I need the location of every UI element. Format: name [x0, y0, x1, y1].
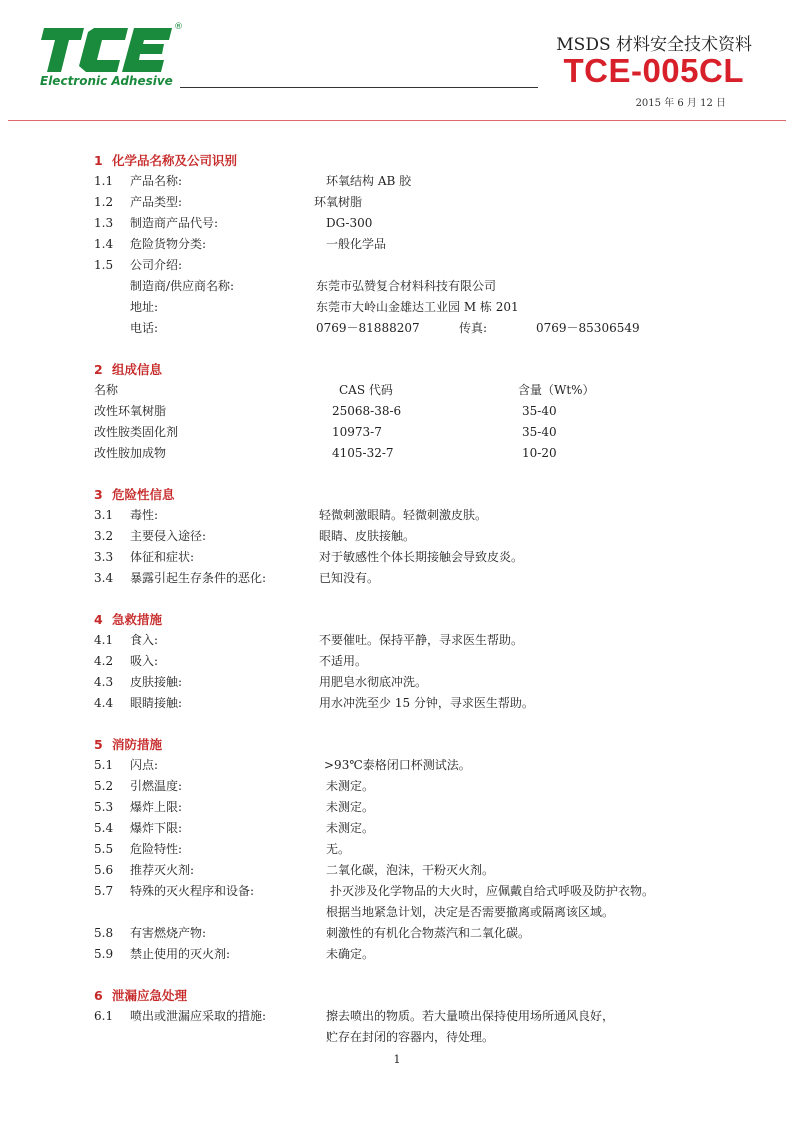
section-title: 6 泄漏应急处理: [94, 988, 188, 1003]
section-2: [94, 359, 754, 464]
section-title: 1 化学品名称及公司识别: [94, 153, 238, 168]
logo-subtitle: Electronic Adhesive: [40, 74, 173, 88]
info-row: 1.2 产品类型: 环氧树脂: [94, 195, 363, 209]
info-row: 4.1 食入: 不要催吐。保持平静，寻求医生帮助。: [94, 633, 524, 647]
info-row: 3.3 体征和症状: 对于敏感性个体长期接触会导致皮炎。: [94, 550, 524, 564]
info-row: 5.6 推荐灭火剂: 二氧化碳，泡沫，干粉灭火剂。: [94, 863, 495, 877]
info-row: 5.3 爆炸上限: 未测定。: [94, 800, 375, 814]
info-row: 4.3 皮肤接触: 用肥皂水彻底冲洗。: [94, 675, 428, 689]
info-row: 4.4 眼睛接触: 用水冲洗至少 15 分钟，寻求医生帮助。: [94, 696, 534, 710]
info-row: 6.1 喷出或泄漏应采取的措施: 擦去喷出的物质。若大量喷出保持使用场所通风良好，: [94, 1009, 615, 1023]
section-4: [94, 609, 754, 714]
info-row: 5.2 引燃温度: 未测定。: [94, 779, 375, 793]
table-row: 改性环氧树脂 25068-38-6 35-40: [94, 404, 557, 418]
document-body: [94, 150, 754, 1068]
document-date: 2015 年 6 月 12 日: [635, 98, 726, 109]
product-code: TCE-005CL: [563, 52, 744, 89]
section-title: 2 组成信息: [94, 362, 163, 377]
page-number: 1: [393, 1053, 401, 1066]
info-row: 5.9 禁止使用的灭火剂: 未确定。: [94, 947, 375, 961]
info-row: 4.2 吸入: 不适用。: [94, 654, 368, 668]
info-row: 1.4 危险货物分类: 一般化学品: [94, 237, 387, 251]
company-name-row: 制造商/供应商名称: 东莞市弘赞复合材料科技有限公司: [130, 279, 497, 293]
info-row: 3.2 主要侵入途径: 眼睛、皮肤接触。: [94, 529, 416, 543]
table-row: 改性胺加成物 4105-32-7 10-20: [94, 446, 557, 460]
section-title: 5 消防措施: [94, 737, 163, 752]
section-5: [94, 734, 754, 965]
table-header: 名称 CAS 代码 含量（Wt%）: [94, 383, 595, 397]
header-red-rule: [8, 120, 786, 121]
registered-mark: ®: [174, 22, 183, 32]
tce-logo-mark: [36, 22, 176, 74]
info-row: 5.1 闪点: >93℃泰格闭口杯测试法。: [94, 758, 471, 772]
info-row: 1.5 公司介绍:: [94, 258, 183, 272]
table-row: 改性胺类固化剂 10973-7 35-40: [94, 425, 557, 439]
info-row-continued: 根据当地紧急计划，决定是否需要撤离或隔离该区域。: [326, 905, 615, 919]
section-title: 3 危险性信息: [94, 487, 175, 502]
document-title: MSDS 材料安全技术资料: [556, 35, 752, 55]
info-row: 5.4 爆炸下限: 未测定。: [94, 821, 375, 835]
info-row: 1.1 产品名称: 环氧结构 AB 胶: [94, 174, 412, 188]
company-phone-row: 电话: 0769－81888207 传真: 0769－85306549: [130, 321, 640, 335]
info-row: 5.7 特殊的灭火程序和设备: 扑灭涉及化学物品的大火时，应佩戴自给式呼吸及防护衣物。: [94, 884, 655, 898]
info-row: 3.4 暴露引起生存条件的恶化: 已知没有。: [94, 571, 380, 585]
info-row: 1.3 制造商产品代号: DG-300: [94, 216, 373, 230]
section-1: [94, 150, 754, 339]
company-logo: [36, 22, 186, 92]
section-title: 4 急救措施: [94, 612, 163, 627]
company-address-row: 地址: 东莞市大岭山金雄达工业园 M 栋 201: [130, 300, 519, 314]
info-row: 5.5 危险特性: 无。: [94, 842, 351, 856]
info-row-continued: 贮存在封闭的容器内，待处理。: [326, 1030, 495, 1044]
section-6: [94, 985, 754, 1048]
info-row: 5.8 有害燃烧产物: 刺激性的有机化合物蒸汽和二氧化碳。: [94, 926, 531, 940]
info-row: 3.1 毒性: 轻微刺激眼睛。轻微刺激皮肤。: [94, 508, 488, 522]
section-3: [94, 484, 754, 589]
header-divider: [180, 87, 538, 88]
